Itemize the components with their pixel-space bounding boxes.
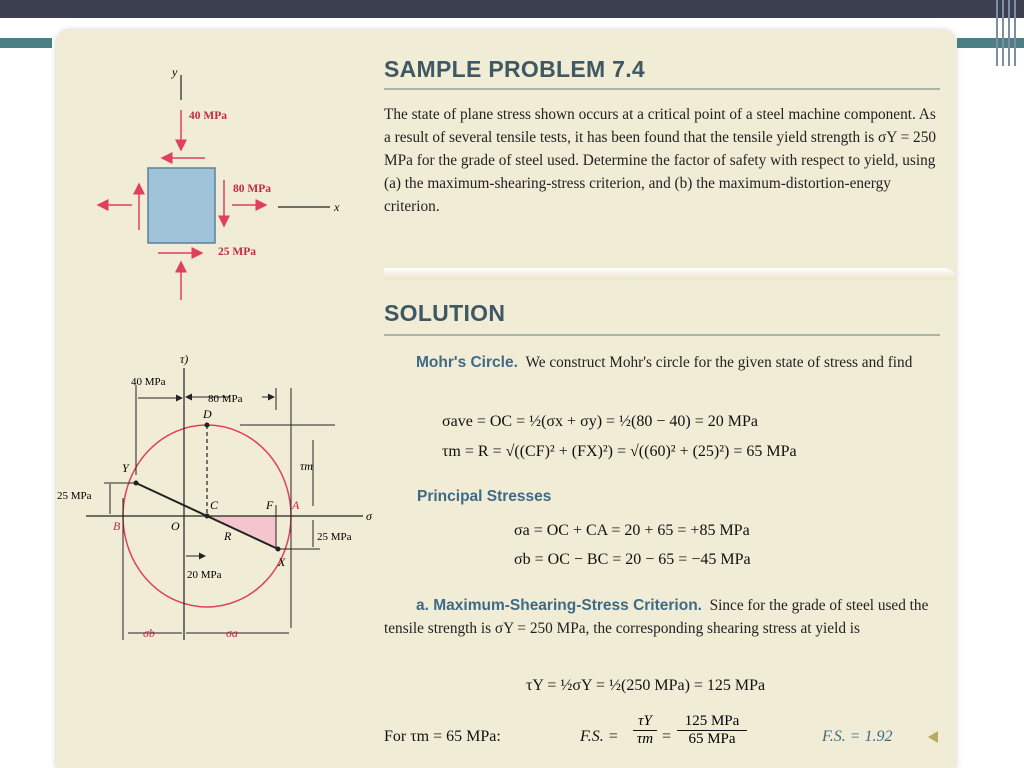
problem-title: SAMPLE PROBLEM 7.4 [384,56,645,82]
fs-fraction-2 [677,713,747,748]
dim-80-label: 80 MPa [208,393,243,405]
point-x-dot [276,547,281,552]
stress-element-square [148,168,215,243]
slide-decoration-line [996,0,998,66]
title-rule [384,88,940,90]
dim-20-label: 20 MPa [187,569,222,581]
eq-tau-y: τY = ½σY = ½(250 MPa) = 125 MPa [526,677,766,694]
point-c-dot [205,514,210,519]
tau-axis-label: τ) [180,352,189,366]
solution-rule [384,334,940,336]
for-tau-m-label: For τm = 65 MPa: [384,728,501,745]
fs-fraction-1 [633,713,657,748]
eq-sigma-b: σb = OC − BC = 20 − 65 = −45 MPa [514,551,751,568]
sigma-axis-label: σ [366,509,372,523]
point-r-label: R [224,529,232,543]
mohr-paragraph [384,351,940,374]
result-marker-icon [928,731,938,743]
point-y-dot [134,481,139,486]
eq-tau-m: τm = R = √((CF)² + (FX)²) = √((60)² + (25)²) = 65 MPa [442,443,797,460]
part-a-text: Since for the grade of steel used the tensile strength is σY = 250 MPa, the corresponding shearing stress at yield is [384,597,929,637]
fs-fraction-2-den: 65 MPa [688,731,736,747]
part-a-heading: a. Maximum-Shearing-Stress Criterion. [416,597,702,614]
label-25-mpa: 25 MPa [218,246,257,258]
sigma-a-label: σa [226,626,238,640]
dim-25-right-label: 25 MPa [317,531,352,543]
y-axis-label: y [172,65,178,79]
slide-decoration-line [1008,0,1010,66]
x-axis-label: x [334,200,340,214]
point-x-label: X [278,555,286,569]
mohr-text: We construct Mohr's circle for the given state of stress and find [525,354,913,371]
slide-decoration-line [1014,0,1016,66]
mohr-circle-figure [55,350,385,650]
point-d-dot [205,423,210,428]
dim-25-left-label: 25 MPa [57,490,92,502]
point-a-label: A [292,498,300,512]
slide-decoration-line [1002,0,1004,66]
point-o-label: O [171,519,180,533]
part-a-paragraph [384,594,940,640]
point-y-label: Y [122,461,129,475]
dim-40-label: 40 MPa [131,376,166,388]
mohr-heading: Mohr's Circle. [416,354,518,371]
point-b-label: B [113,519,121,533]
problem-statement: The state of plane stress shown occurs at a critical point of a steel machine component. As a result of several tensile tests, it has been found that the tensile yield strength is σY = 250 MPa for the grade of steel used. Determine the factor of safety with respect to yield, using (a) the maximum-shearing-stress criterion, and (b) the maximum-distortion-energy criterion. [384,106,936,215]
fs-fraction-1-den: τm [636,731,654,747]
tau-m-label: τm [300,459,313,473]
principal-stresses-heading: Principal Stresses [417,488,552,505]
section-separator [384,268,956,280]
point-c-label: C [210,498,219,512]
fs-equals: = [662,728,672,745]
eq-sigma-ave: σave = OC = ½(σx + σy) = ½(80 − 40) = 20 MPa [442,413,758,430]
point-f-label: F [266,498,274,512]
fs-fraction-1-num: τY [638,713,652,729]
stress-element-figure [70,55,370,315]
slide-top-bar [0,0,1024,18]
solution-title: SOLUTION [384,300,506,326]
point-d-label: D [203,407,212,421]
eq-sigma-a: σa = OC + CA = 20 + 65 = +85 MPa [514,522,750,539]
label-40-mpa: 40 MPa [189,110,228,122]
fs-fraction-2-num: 125 MPa [684,713,740,729]
slide-accent-line-left [0,38,52,48]
fs-lhs: F.S. = [580,728,619,745]
fs-result: F.S. = 1.92 [822,728,893,745]
label-80-mpa: 80 MPa [233,183,272,195]
sigma-b-label: σb [143,626,155,640]
